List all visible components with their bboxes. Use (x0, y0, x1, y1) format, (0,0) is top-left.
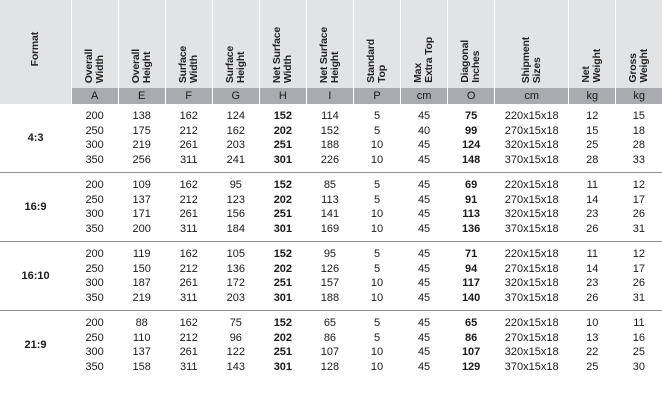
table-cell: 105 (226, 248, 245, 260)
table-cell: 311 (179, 360, 198, 373)
table-cell: 370x15x18 (504, 360, 559, 373)
table-cell: 110 (132, 331, 151, 344)
table-cell: 212 (179, 262, 198, 275)
table-row (0, 138, 662, 153)
table-cell: 202 (273, 124, 293, 137)
table-cell: 10 (370, 208, 384, 220)
table-cell: 220x15x18 (504, 179, 559, 191)
table-cell: 124 (461, 139, 481, 151)
unit-cell: P (353, 88, 400, 104)
table-cell: 250 (85, 193, 104, 206)
table-cell: 114 (321, 110, 339, 122)
table-cell: 320x15x18 (504, 277, 559, 289)
table-cell: 18 (632, 124, 646, 137)
table-cell: 200 (132, 222, 151, 235)
table-cell: 152 (273, 179, 293, 191)
table-cell: 5 (373, 193, 381, 206)
table-cell: 109 (132, 179, 151, 191)
table-cell: 5 (373, 331, 381, 344)
table-row (0, 316, 662, 331)
table-cell: 162 (179, 179, 198, 191)
table-cell: 162 (179, 317, 198, 329)
table-cell: 113 (321, 193, 339, 206)
table-row (0, 193, 662, 208)
table-cell: 5 (373, 124, 381, 137)
table-cell: 40 (417, 124, 431, 137)
table-row (0, 291, 662, 306)
table-cell: 203 (226, 291, 245, 304)
table-cell: 30 (632, 360, 646, 373)
format-cell: 4:3 (27, 131, 44, 144)
table-cell: 45 (417, 208, 431, 220)
table-cell: 45 (417, 248, 431, 260)
table-cell: 370x15x18 (504, 153, 559, 166)
table-cell: 140 (461, 291, 481, 304)
table-cell: 96 (229, 331, 242, 344)
table-cell: 256 (132, 153, 151, 166)
table-cell: 99 (465, 124, 478, 137)
table-cell: 45 (417, 277, 431, 289)
table-cell: 200 (85, 179, 104, 191)
spacer-cell (0, 374, 662, 379)
table-cell: 13 (586, 331, 599, 344)
table-cell: 86 (465, 331, 478, 344)
table-cell: 10 (370, 360, 384, 373)
table-cell: 45 (417, 317, 431, 329)
table-cell: 162 (179, 248, 198, 260)
table-cell: 28 (632, 139, 646, 151)
table-cell: 320x15x18 (504, 346, 559, 358)
table-cell: 311 (179, 222, 198, 235)
table-cell: 12 (586, 110, 599, 122)
table-cell: 45 (417, 331, 431, 344)
table-cell: 45 (417, 346, 431, 358)
table-cell: 45 (417, 193, 431, 206)
unit-cell: I (306, 88, 353, 104)
table-row (0, 222, 662, 237)
table-cell: 5 (373, 262, 381, 275)
table-cell: 261 (179, 346, 198, 358)
table-cell: 311 (179, 291, 198, 304)
header-overall-height: Overall Height (118, 0, 165, 88)
table-cell: 148 (461, 153, 481, 166)
table-cell: 75 (465, 110, 478, 122)
table-cell: 200 (85, 248, 104, 260)
unit-cell: cm (495, 88, 569, 104)
table-cell: 75 (229, 317, 242, 329)
table-cell: 162 (226, 124, 245, 137)
table-cell: 26 (586, 291, 599, 304)
table-cell: 171 (132, 208, 151, 220)
table-cell: 251 (273, 277, 293, 289)
table-cell: 152 (273, 317, 293, 329)
table-cell: 137 (132, 346, 151, 358)
table-row (0, 178, 662, 193)
table-cell: 203 (226, 139, 245, 151)
table-cell: 202 (273, 331, 293, 344)
header-max-extra-top: Max Extra Top (401, 0, 448, 88)
table-cell: 350 (85, 222, 104, 235)
table-cell: 300 (85, 139, 104, 151)
table-cell: 69 (465, 179, 478, 191)
table-cell: 26 (586, 222, 599, 235)
table-cell: 11 (586, 179, 598, 191)
table-cell: 45 (417, 139, 431, 151)
table-cell: 188 (320, 139, 340, 151)
table-cell: 128 (320, 360, 340, 373)
table-cell: 45 (417, 262, 431, 275)
table-cell: 270x15x18 (504, 331, 559, 344)
table-cell: 119 (132, 248, 151, 260)
header-surface-height: Surface Height (212, 0, 259, 88)
table-cell: 175 (132, 124, 151, 137)
table-cell: 31 (632, 291, 646, 304)
table-cell: 10 (370, 346, 384, 358)
table-cell: 12 (632, 179, 646, 191)
table-cell: 200 (85, 110, 104, 122)
table-cell: 71 (465, 248, 478, 260)
table-cell: 162 (179, 110, 198, 122)
table-cell: 370x15x18 (504, 222, 559, 235)
table-cell: 15 (586, 124, 599, 137)
table-cell: 202 (273, 262, 293, 275)
table-cell: 320x15x18 (504, 208, 559, 220)
table-cell: 143 (226, 360, 245, 373)
table-cell: 169 (320, 222, 340, 235)
table-cell: 202 (273, 193, 293, 206)
units-row (0, 88, 662, 104)
table-cell: 136 (461, 222, 481, 235)
table-row (0, 360, 662, 375)
table-cell: 350 (85, 360, 104, 373)
table-cell: 17 (632, 193, 646, 206)
table-cell: 22 (586, 346, 599, 358)
table-cell: 156 (226, 208, 245, 220)
table-cell: 187 (132, 277, 151, 289)
header-format: Format (0, 0, 71, 104)
table-cell: 136 (226, 262, 245, 275)
table-cell: 270x15x18 (504, 262, 559, 275)
table-cell: 350 (85, 291, 104, 304)
header-standard-top: Standard Top (353, 0, 400, 88)
table-cell: 137 (132, 193, 151, 206)
table-cell: 65 (323, 317, 337, 329)
table-cell: 10 (370, 139, 384, 151)
header-net-surface-width: Net Surface Width (259, 0, 306, 88)
format-cell: 16:10 (21, 269, 50, 282)
table-row (0, 247, 662, 262)
table-cell: 5 (373, 179, 381, 191)
table-cell: 261 (179, 208, 198, 220)
table-cell: 33 (632, 153, 646, 166)
table-cell: 11 (586, 248, 598, 260)
table-cell: 261 (179, 277, 198, 289)
table-cell: 5 (373, 110, 381, 122)
table-cell: 23 (586, 208, 599, 220)
table-cell: 301 (273, 153, 293, 166)
format-cell: 16:9 (24, 200, 47, 213)
format-cell: 21:9 (24, 338, 47, 351)
table-cell: 88 (135, 317, 148, 329)
table-cell: 220x15x18 (504, 110, 559, 122)
table-cell: 124 (226, 110, 245, 122)
table-cell: 250 (85, 262, 104, 275)
table-cell: 45 (417, 222, 431, 235)
table-cell: 45 (417, 291, 431, 304)
table-cell: 95 (229, 179, 242, 191)
header-overall-width: Overall Width (71, 0, 118, 88)
table-cell: 129 (461, 360, 481, 373)
table-cell: 251 (273, 208, 293, 220)
table-cell: 300 (85, 346, 104, 358)
table-cell: 251 (273, 139, 293, 151)
unit-cell: H (259, 88, 306, 104)
table-cell: 10 (370, 153, 384, 166)
table-cell: 65 (465, 317, 478, 329)
table-cell: 123 (226, 193, 245, 206)
table-cell: 45 (417, 110, 431, 122)
table-cell: 370x15x18 (504, 291, 559, 304)
group-spacer (0, 374, 662, 379)
table-cell: 31 (632, 222, 646, 235)
unit-cell: kg (569, 88, 616, 104)
table-cell: 152 (320, 124, 340, 137)
table-cell: 45 (417, 153, 431, 166)
table-cell: 95 (323, 248, 337, 260)
table-cell: 5 (373, 317, 381, 329)
table-cell: 122 (226, 346, 245, 358)
table-cell: 5 (373, 248, 381, 260)
unit-cell: O (448, 88, 495, 104)
table-cell: 350 (85, 153, 104, 166)
table-row (0, 153, 662, 168)
table-cell: 220x15x18 (504, 317, 559, 329)
table-cell: 16 (632, 331, 646, 344)
table-cell: 300 (85, 208, 104, 220)
table-cell: 250 (85, 331, 104, 344)
table-cell: 85 (323, 179, 337, 191)
table-cell: 300 (85, 277, 104, 289)
table-cell: 200 (85, 317, 104, 329)
table-cell: 261 (179, 139, 198, 151)
table-cell: 86 (323, 331, 337, 344)
table-cell: 157 (320, 277, 340, 289)
table-cell: 219 (132, 291, 151, 304)
table-cell: 45 (417, 179, 431, 191)
table-cell: 11 (633, 317, 645, 329)
table-cell: 152 (273, 110, 293, 122)
table-row (0, 276, 662, 291)
table-cell: 15 (632, 110, 646, 122)
table-cell: 107 (320, 346, 340, 358)
table-row (0, 124, 662, 139)
table-cell: 301 (273, 360, 293, 373)
table-row (0, 109, 662, 124)
table-row (0, 345, 662, 360)
table-body (0, 104, 662, 379)
unit-cell: A (71, 88, 118, 104)
table-cell: 23 (586, 277, 599, 289)
table-cell: 150 (132, 262, 151, 275)
table-cell: 184 (226, 222, 245, 235)
table-cell: 126 (320, 262, 340, 275)
table-cell: 138 (132, 110, 151, 122)
table-cell: 301 (273, 222, 293, 235)
header-shipment-sizes: Shipment Sizes (495, 0, 569, 88)
table-cell: 10 (370, 291, 384, 304)
table-cell: 26 (632, 277, 646, 289)
table-cell: 320x15x18 (504, 139, 559, 151)
table-cell: 10 (370, 222, 384, 235)
table-cell: 219 (132, 139, 151, 151)
table-cell: 158 (132, 360, 151, 373)
table-cell: 28 (586, 153, 599, 166)
header-gross-weight: Gross Weight (616, 0, 662, 88)
header-net-surface-height: Net Surface Height (306, 0, 353, 88)
table-cell: 212 (179, 331, 198, 344)
table-cell: 117 (462, 277, 480, 289)
table-cell: 270x15x18 (504, 124, 559, 137)
table-cell: 91 (465, 193, 478, 206)
table-row (0, 331, 662, 346)
table-cell: 250 (85, 124, 104, 137)
table-cell: 45 (417, 360, 431, 373)
table-cell: 107 (461, 346, 481, 358)
unit-cell: G (212, 88, 259, 104)
unit-cell: E (118, 88, 165, 104)
header-surface-width: Surface Width (165, 0, 212, 88)
table-cell: 25 (632, 346, 646, 358)
table-cell: 241 (226, 153, 245, 166)
table-cell: 212 (179, 193, 198, 206)
table-cell: 270x15x18 (504, 193, 559, 206)
table-row (0, 262, 662, 277)
table-cell: 10 (370, 277, 384, 289)
table-cell: 14 (586, 262, 599, 275)
table-cell: 301 (273, 291, 293, 304)
unit-cell: cm (401, 88, 448, 104)
table-cell: 14 (586, 193, 599, 206)
table-cell: 152 (273, 248, 293, 260)
table-cell: 172 (226, 277, 245, 289)
table-cell: 26 (632, 208, 646, 220)
table-cell: 212 (179, 124, 198, 137)
header-diagonal-inches: Diagonal Inches (448, 0, 495, 88)
table-cell: 10 (586, 317, 599, 329)
table-cell: 311 (179, 153, 198, 166)
table-cell: 220x15x18 (504, 248, 559, 260)
header-net-weight: Net Weight (569, 0, 616, 88)
table-cell: 25 (586, 360, 599, 373)
table-cell: 12 (632, 248, 646, 260)
table-cell: 141 (320, 208, 340, 220)
table-cell: 94 (465, 262, 478, 275)
table-cell: 226 (320, 153, 340, 166)
table-cell: 113 (462, 208, 480, 220)
table-cell: 25 (586, 139, 599, 151)
table-cell: 188 (320, 291, 340, 304)
unit-cell: kg (616, 88, 662, 104)
unit-cell: F (165, 88, 212, 104)
header-row (0, 0, 662, 88)
table-row (0, 207, 662, 222)
table-cell: 17 (632, 262, 646, 275)
table-cell: 251 (273, 346, 293, 358)
